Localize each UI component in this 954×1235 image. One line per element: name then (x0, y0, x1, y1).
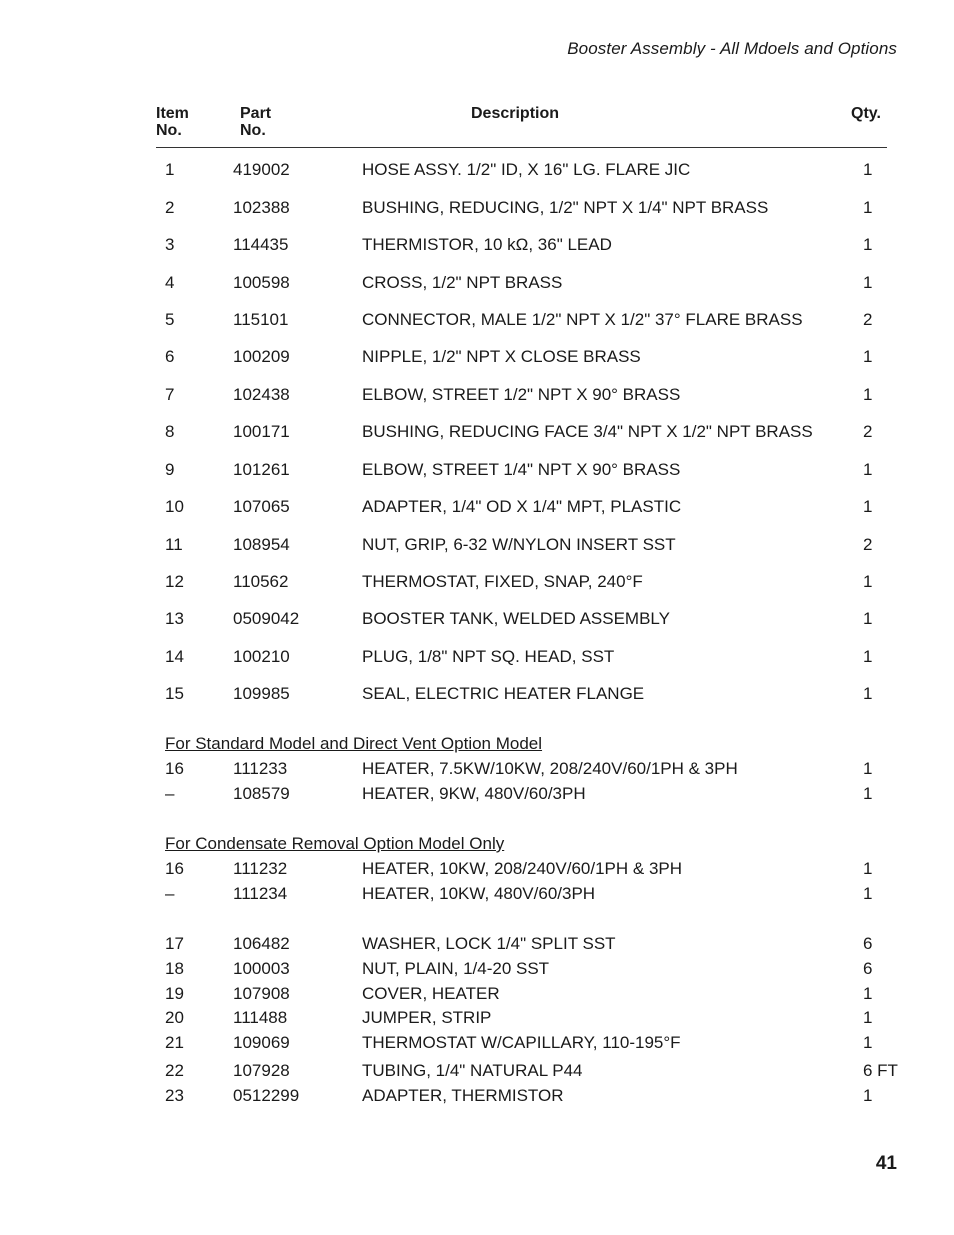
description: ELBOW, STREET 1/4" NPT X 90° BRASS (362, 460, 681, 479)
quantity: 1 (863, 1008, 873, 1027)
column-header-item-no (156, 105, 189, 139)
part-number: 110562 (233, 572, 289, 591)
part-number: 106482 (233, 934, 290, 953)
table-row (0, 495, 954, 519)
quantity: 1 (863, 984, 873, 1003)
quantity: 1 (863, 609, 873, 628)
part-number: 114435 (233, 235, 289, 254)
item-number: 3 (165, 235, 175, 254)
table-row (0, 645, 954, 669)
description: JUMPER, STRIP (362, 1008, 492, 1027)
description: HEATER, 9KW, 480V/60/3PH (362, 784, 586, 803)
item-number: – (165, 884, 175, 903)
description: ADAPTER, THERMISTOR (362, 1086, 564, 1105)
description: COVER, HEATER (362, 984, 500, 1003)
description: HEATER, 10KW, 480V/60/3PH (362, 884, 596, 903)
item-number: 18 (165, 959, 184, 978)
description: NIPPLE, 1/2" NPT X CLOSE BRASS (362, 347, 641, 366)
item-number: 6 (165, 347, 175, 366)
table-row (0, 345, 954, 369)
table-row (0, 570, 954, 594)
quantity: 1 (863, 160, 873, 179)
part-number: 115101 (233, 310, 289, 329)
item-number: 23 (165, 1086, 184, 1105)
item-number: 22 (165, 1061, 184, 1080)
section-title-standard: For Standard Model and Direct Vent Option Model (165, 734, 543, 753)
quantity: 1 (863, 572, 873, 591)
part-number: 0509042 (233, 609, 300, 628)
table-row (0, 857, 954, 881)
quantity: 6 (863, 934, 873, 953)
section-title-condensate: For Condensate Removal Option Model Only (165, 834, 505, 853)
item-number: 10 (165, 497, 184, 516)
table-row (0, 982, 954, 1006)
description: BOOSTER TANK, WELDED ASSEMBLY (362, 609, 670, 628)
quantity: 1 (863, 273, 873, 292)
part-number: 109985 (233, 684, 290, 703)
column-header-qty: Qty. (851, 105, 881, 122)
item-number: 16 (165, 759, 184, 778)
quantity: 1 (863, 347, 873, 366)
part-number: 100209 (233, 347, 290, 366)
description: THERMOSTAT, FIXED, SNAP, 240°F (362, 572, 643, 591)
quantity: 1 (863, 759, 873, 778)
part-number: 101261 (233, 460, 290, 479)
table-row (0, 1031, 954, 1055)
part-number: 419002 (233, 160, 290, 179)
table-row (0, 308, 954, 332)
item-number: 14 (165, 647, 184, 666)
item-number: 5 (165, 310, 175, 329)
item-number: – (165, 784, 175, 803)
part-number: 100003 (233, 959, 290, 978)
table-row (0, 420, 954, 444)
description: THERMISTOR, 10 kΩ, 36" LEAD (362, 235, 612, 254)
page-number: 41 (875, 1153, 897, 1174)
quantity: 2 (863, 310, 873, 329)
item-number: 4 (165, 273, 175, 292)
table-row (0, 271, 954, 295)
part-number: 111488 (233, 1008, 288, 1027)
item-number: 21 (165, 1033, 184, 1052)
description: NUT, GRIP, 6-32 W/NYLON INSERT SST (362, 535, 676, 554)
quantity: 1 (863, 385, 873, 404)
part-number: 107928 (233, 1061, 290, 1080)
description: BUSHING, REDUCING, 1/2" NPT X 1/4" NPT BRASS (362, 198, 769, 217)
item-number: 7 (165, 385, 175, 404)
table-row (0, 233, 954, 257)
item-number: 16 (165, 859, 184, 878)
description: CROSS, 1/2" NPT BRASS (362, 273, 563, 292)
quantity: 1 (863, 647, 873, 666)
quantity: 2 (863, 422, 873, 441)
quantity: 1 (863, 684, 873, 703)
quantity: 1 (863, 198, 873, 217)
column-header-item-line2: No. (156, 122, 182, 139)
header-rule (156, 147, 887, 148)
table-row (0, 682, 954, 706)
quantity: 6 FT (863, 1061, 898, 1080)
description: BUSHING, REDUCING FACE 3/4" NPT X 1/2" NPT BRASS (362, 422, 813, 441)
table-row (0, 607, 954, 631)
description: NUT, PLAIN, 1/4-20 SST (362, 959, 550, 978)
description: WASHER, LOCK 1/4" SPLIT SST (362, 934, 616, 953)
part-number: 100171 (233, 422, 290, 441)
description: PLUG, 1/8" NPT SQ. HEAD, SST (362, 647, 615, 666)
description: HEATER, 7.5KW/10KW, 208/240V/60/1PH & 3PH (362, 759, 738, 778)
item-number: 15 (165, 684, 184, 703)
table-row (0, 1006, 954, 1030)
part-number: 107908 (233, 984, 290, 1003)
part-number: 100598 (233, 273, 290, 292)
part-number: 102438 (233, 385, 290, 404)
table-row (0, 1084, 954, 1108)
quantity: 2 (863, 535, 873, 554)
quantity: 1 (863, 1086, 873, 1105)
description: TUBING, 1/4" NATURAL P44 (362, 1061, 583, 1080)
item-number: 20 (165, 1008, 184, 1027)
item-number: 12 (165, 572, 184, 591)
item-number: 17 (165, 934, 184, 953)
description: ADAPTER, 1/4" OD X 1/4" MPT, PLASTIC (362, 497, 682, 516)
column-header-description: Description (471, 105, 560, 122)
table-row (0, 1059, 954, 1083)
quantity: 6 (863, 959, 873, 978)
quantity: 1 (863, 859, 873, 878)
quantity: 1 (863, 1033, 873, 1052)
part-number: 0512299 (233, 1086, 300, 1105)
table-row (0, 957, 954, 981)
column-header-part-no (240, 105, 271, 139)
item-number: 1 (165, 160, 175, 179)
column-header-part-line1: Part (240, 105, 272, 122)
part-number: 111233 (233, 759, 288, 778)
table-row (0, 882, 954, 906)
table-row (0, 458, 954, 482)
table-row (0, 383, 954, 407)
item-number: 8 (165, 422, 175, 441)
item-number: 13 (165, 609, 184, 628)
quantity: 1 (863, 784, 873, 803)
part-number: 102388 (233, 198, 290, 217)
part-number: 108954 (233, 535, 290, 554)
table-row (0, 533, 954, 557)
description: HEATER, 10KW, 208/240V/60/1PH & 3PH (362, 859, 683, 878)
part-number: 109069 (233, 1033, 290, 1052)
part-number: 107065 (233, 497, 290, 516)
description: ELBOW, STREET 1/2" NPT X 90° BRASS (362, 385, 681, 404)
table-row (0, 782, 954, 806)
table-row (0, 757, 954, 781)
quantity: 1 (863, 235, 873, 254)
part-number: 100210 (233, 647, 290, 666)
quantity: 1 (863, 460, 873, 479)
description: CONNECTOR, MALE 1/2" NPT X 1/2" 37° FLARE BRASS (362, 310, 803, 329)
description: HOSE ASSY. 1/2" ID, X 16" LG. FLARE JIC (362, 160, 691, 179)
part-number: 111232 (233, 859, 288, 878)
part-number: 108579 (233, 784, 290, 803)
item-number: 11 (165, 535, 183, 554)
table-row (0, 196, 954, 220)
item-number: 19 (165, 984, 184, 1003)
table-row (0, 932, 954, 956)
item-number: 9 (165, 460, 175, 479)
column-header-item-line1: Item (156, 105, 189, 122)
description: SEAL, ELECTRIC HEATER FLANGE (362, 684, 645, 703)
description: THERMOSTAT W/CAPILLARY, 110-195°F (362, 1033, 681, 1052)
item-number: 2 (165, 198, 175, 217)
quantity: 1 (863, 884, 873, 903)
column-header-part-line2: No. (240, 122, 266, 139)
quantity: 1 (863, 497, 873, 516)
table-row (0, 158, 954, 182)
running-header: Booster Assembly - All Mdoels and Options (567, 39, 897, 58)
part-number: 111234 (233, 884, 288, 903)
